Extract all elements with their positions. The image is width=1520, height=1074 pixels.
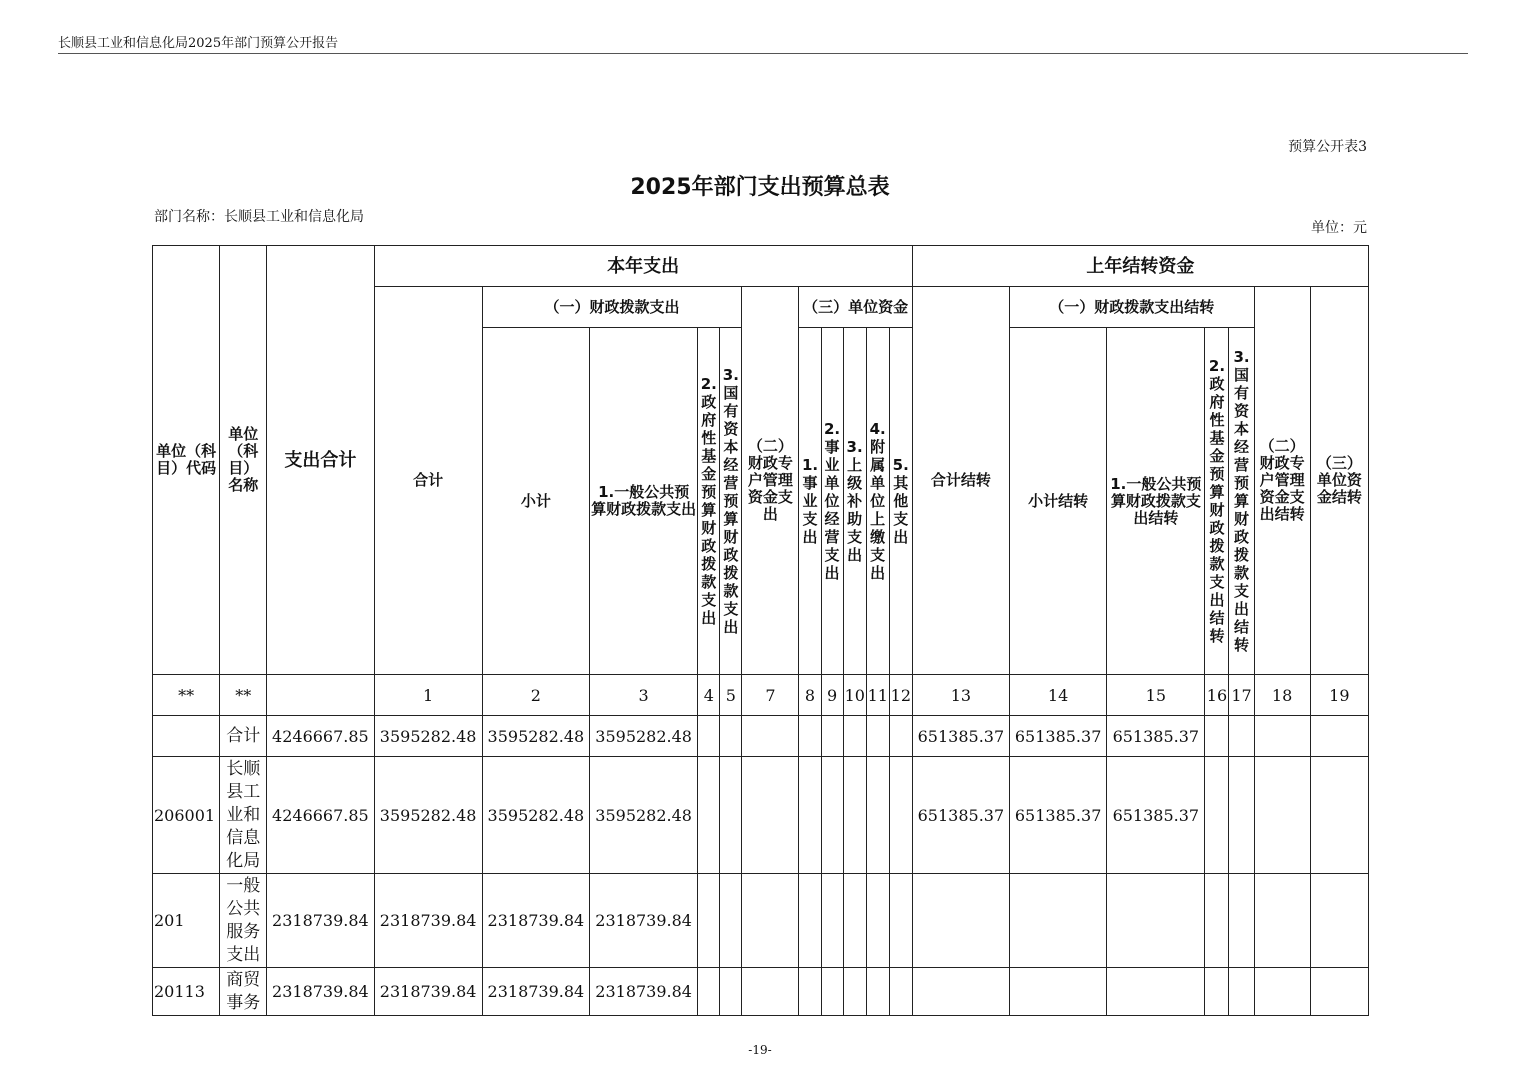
row-total: 2318739.84 — [267, 968, 374, 1016]
header-prev-state-capital: 3.国有资本经营预算财政拨款支出结转 — [1229, 328, 1254, 675]
row-code: 201 — [153, 874, 220, 968]
row-empty-cell — [821, 874, 843, 968]
row-prev-total — [912, 968, 1009, 1016]
index-cell: 8 — [799, 675, 821, 716]
row-prev-subtotal — [1010, 874, 1107, 968]
header-special-account: （二）财政专户管理资金支出 — [742, 287, 799, 675]
row-empty-cell — [843, 716, 866, 757]
header-subsidy-expense: 3.上级补助支出 — [843, 328, 866, 675]
row-empty-cell — [889, 968, 912, 1016]
index-cell: 15 — [1107, 675, 1205, 716]
row-empty-cell — [866, 757, 889, 874]
row-empty-cell — [866, 968, 889, 1016]
row-prev-total: 651385.37 — [912, 716, 1009, 757]
row-code: 206001 — [153, 757, 220, 874]
header-current-total: 合计 — [374, 287, 482, 675]
row-code: 20113 — [153, 968, 220, 1016]
row-empty-cell — [1205, 757, 1229, 874]
row-empty-cell — [698, 968, 720, 1016]
header-prev-total: 合计结转 — [912, 287, 1009, 675]
table-row — [153, 757, 1369, 874]
header-rule — [58, 53, 1468, 54]
document-title: 2025年部门支出预算总表 — [630, 175, 890, 200]
row-empty-cell — [889, 716, 912, 757]
row-empty-cell — [1205, 716, 1229, 757]
index-cell: 11 — [866, 675, 889, 716]
row-empty-cell — [1254, 716, 1310, 757]
row-empty-cell — [742, 968, 799, 1016]
row-prev-total — [912, 874, 1009, 968]
row-empty-cell — [742, 874, 799, 968]
row-current-total: 3595282.48 — [374, 757, 482, 874]
row-empty-cell — [889, 757, 912, 874]
table-row — [153, 716, 1369, 757]
row-empty-cell — [799, 716, 821, 757]
index-cell: ** — [153, 675, 220, 716]
table-row — [153, 874, 1369, 968]
header-code: 单位（科目）代码 — [153, 246, 220, 675]
row-prev-general: 651385.37 — [1107, 757, 1205, 874]
row-fiscal-subtotal: 3595282.48 — [482, 757, 589, 874]
table-number: 预算公开表3 — [1288, 139, 1367, 155]
row-empty-cell — [1254, 757, 1310, 874]
index-cell: 16 — [1205, 675, 1229, 716]
index-cell: 17 — [1229, 675, 1254, 716]
row-current-total: 2318739.84 — [374, 874, 482, 968]
row-prev-general: 651385.37 — [1107, 716, 1205, 757]
header-prev-special-account: （二）财政专户管理资金支出结转 — [1254, 287, 1310, 675]
row-empty-cell — [843, 968, 866, 1016]
index-cell: 4 — [698, 675, 720, 716]
row-empty-cell — [866, 874, 889, 968]
header-prev-unit-funds: （三）单位资金结转 — [1310, 287, 1368, 675]
row-empty-cell — [742, 757, 799, 874]
header-unit-funds-group: （三）单位资金 — [799, 287, 912, 328]
row-empty-cell — [1229, 968, 1254, 1016]
row-empty-cell — [843, 874, 866, 968]
department-name: 部门名称：长顺县工业和信息化局 — [154, 209, 364, 225]
row-empty-cell — [866, 716, 889, 757]
row-general-budget: 2318739.84 — [590, 874, 698, 968]
index-cell: 2 — [482, 675, 589, 716]
row-general-budget: 2318739.84 — [590, 968, 698, 1016]
row-empty-cell — [698, 757, 720, 874]
row-empty-cell — [1205, 874, 1229, 968]
index-cell — [267, 675, 374, 716]
row-empty-cell — [821, 716, 843, 757]
row-empty-cell — [799, 968, 821, 1016]
row-empty-cell — [821, 757, 843, 874]
row-empty-cell — [720, 757, 742, 874]
header-prev-subtotal: 小计结转 — [1010, 328, 1107, 675]
header-prev-general-budget: 1.一般公共预算财政拨款支出结转 — [1107, 328, 1205, 675]
row-empty-cell — [698, 874, 720, 968]
row-empty-cell — [843, 757, 866, 874]
row-name: 商贸事务 — [220, 968, 267, 1016]
row-total: 4246667.85 — [267, 757, 374, 874]
row-empty-cell — [799, 757, 821, 874]
index-cell: ** — [220, 675, 267, 716]
row-code — [153, 716, 220, 757]
row-empty-cell — [698, 716, 720, 757]
row-prev-subtotal — [1010, 968, 1107, 1016]
row-total: 2318739.84 — [267, 874, 374, 968]
row-current-total: 2318739.84 — [374, 968, 482, 1016]
column-index-row — [153, 675, 1369, 716]
header-total: 支出合计 — [267, 246, 374, 675]
index-cell: 5 — [720, 675, 742, 716]
row-empty-cell — [1229, 757, 1254, 874]
table-row — [153, 968, 1369, 1016]
header-other-expense: 5.其他支出 — [889, 328, 912, 675]
row-prev-general — [1107, 874, 1205, 968]
header-prev-fiscal-group: （一）财政拨款支出结转 — [1010, 287, 1255, 328]
header-name: 单位（科目）名称 — [220, 246, 267, 675]
budget-table — [152, 245, 1369, 1016]
row-prev-subtotal: 651385.37 — [1010, 757, 1107, 874]
row-empty-cell — [720, 874, 742, 968]
row-empty-cell — [1310, 968, 1368, 1016]
index-cell: 14 — [1010, 675, 1107, 716]
row-name: 合计 — [220, 716, 267, 757]
row-empty-cell — [1310, 757, 1368, 874]
header-current-year: 本年支出 — [374, 246, 912, 287]
index-cell: 9 — [821, 675, 843, 716]
header-affiliated-payment: 4.附属单位上缴支出 — [866, 328, 889, 675]
row-empty-cell — [720, 968, 742, 1016]
page-number: -19- — [748, 1043, 772, 1057]
row-fiscal-subtotal: 3595282.48 — [482, 716, 589, 757]
index-cell: 7 — [742, 675, 799, 716]
row-name: 长顺县工业和信息化局 — [220, 757, 267, 874]
header-gov-fund: 2.政府性基金预算财政拨款支出 — [698, 328, 720, 675]
index-cell: 19 — [1310, 675, 1368, 716]
row-total: 4246667.85 — [267, 716, 374, 757]
row-empty-cell — [1254, 968, 1310, 1016]
index-cell: 3 — [590, 675, 698, 716]
row-fiscal-subtotal: 2318739.84 — [482, 968, 589, 1016]
header-general-budget: 1.一般公共预算财政拨款支出 — [590, 328, 698, 675]
header-operating-expense: 2.事业单位经营支出 — [821, 328, 843, 675]
row-prev-general — [1107, 968, 1205, 1016]
index-cell: 18 — [1254, 675, 1310, 716]
index-cell: 13 — [912, 675, 1009, 716]
row-prev-subtotal: 651385.37 — [1010, 716, 1107, 757]
index-cell: 10 — [843, 675, 866, 716]
header-prev-gov-fund: 2.政府性基金预算财政拨款支出结转 — [1205, 328, 1229, 675]
row-general-budget: 3595282.48 — [590, 757, 698, 874]
row-empty-cell — [799, 874, 821, 968]
row-empty-cell — [1229, 716, 1254, 757]
header-subtotal: 小计 — [482, 328, 589, 675]
row-empty-cell — [1205, 968, 1229, 1016]
row-empty-cell — [720, 716, 742, 757]
row-empty-cell — [1310, 874, 1368, 968]
header-business-expense: 1.事业支出 — [799, 328, 821, 675]
index-cell: 1 — [374, 675, 482, 716]
row-name: 一般公共服务支出 — [220, 874, 267, 968]
row-prev-total: 651385.37 — [912, 757, 1009, 874]
header-state-capital: 3.国有资本经营预算财政拨款支出 — [720, 328, 742, 675]
row-empty-cell — [1229, 874, 1254, 968]
row-current-total: 3595282.48 — [374, 716, 482, 757]
running-header: 长顺县工业和信息化局2025年部门预算公开报告 — [58, 36, 339, 51]
row-empty-cell — [742, 716, 799, 757]
row-empty-cell — [1254, 874, 1310, 968]
row-empty-cell — [821, 968, 843, 1016]
row-general-budget: 3595282.48 — [590, 716, 698, 757]
row-empty-cell — [889, 874, 912, 968]
unit-label: 单位：元 — [1311, 220, 1367, 236]
header-previous-year: 上年结转资金 — [912, 246, 1368, 287]
row-fiscal-subtotal: 2318739.84 — [482, 874, 589, 968]
row-empty-cell — [1310, 716, 1368, 757]
header-fiscal-group: （一）财政拨款支出 — [482, 287, 742, 328]
index-cell: 12 — [889, 675, 912, 716]
